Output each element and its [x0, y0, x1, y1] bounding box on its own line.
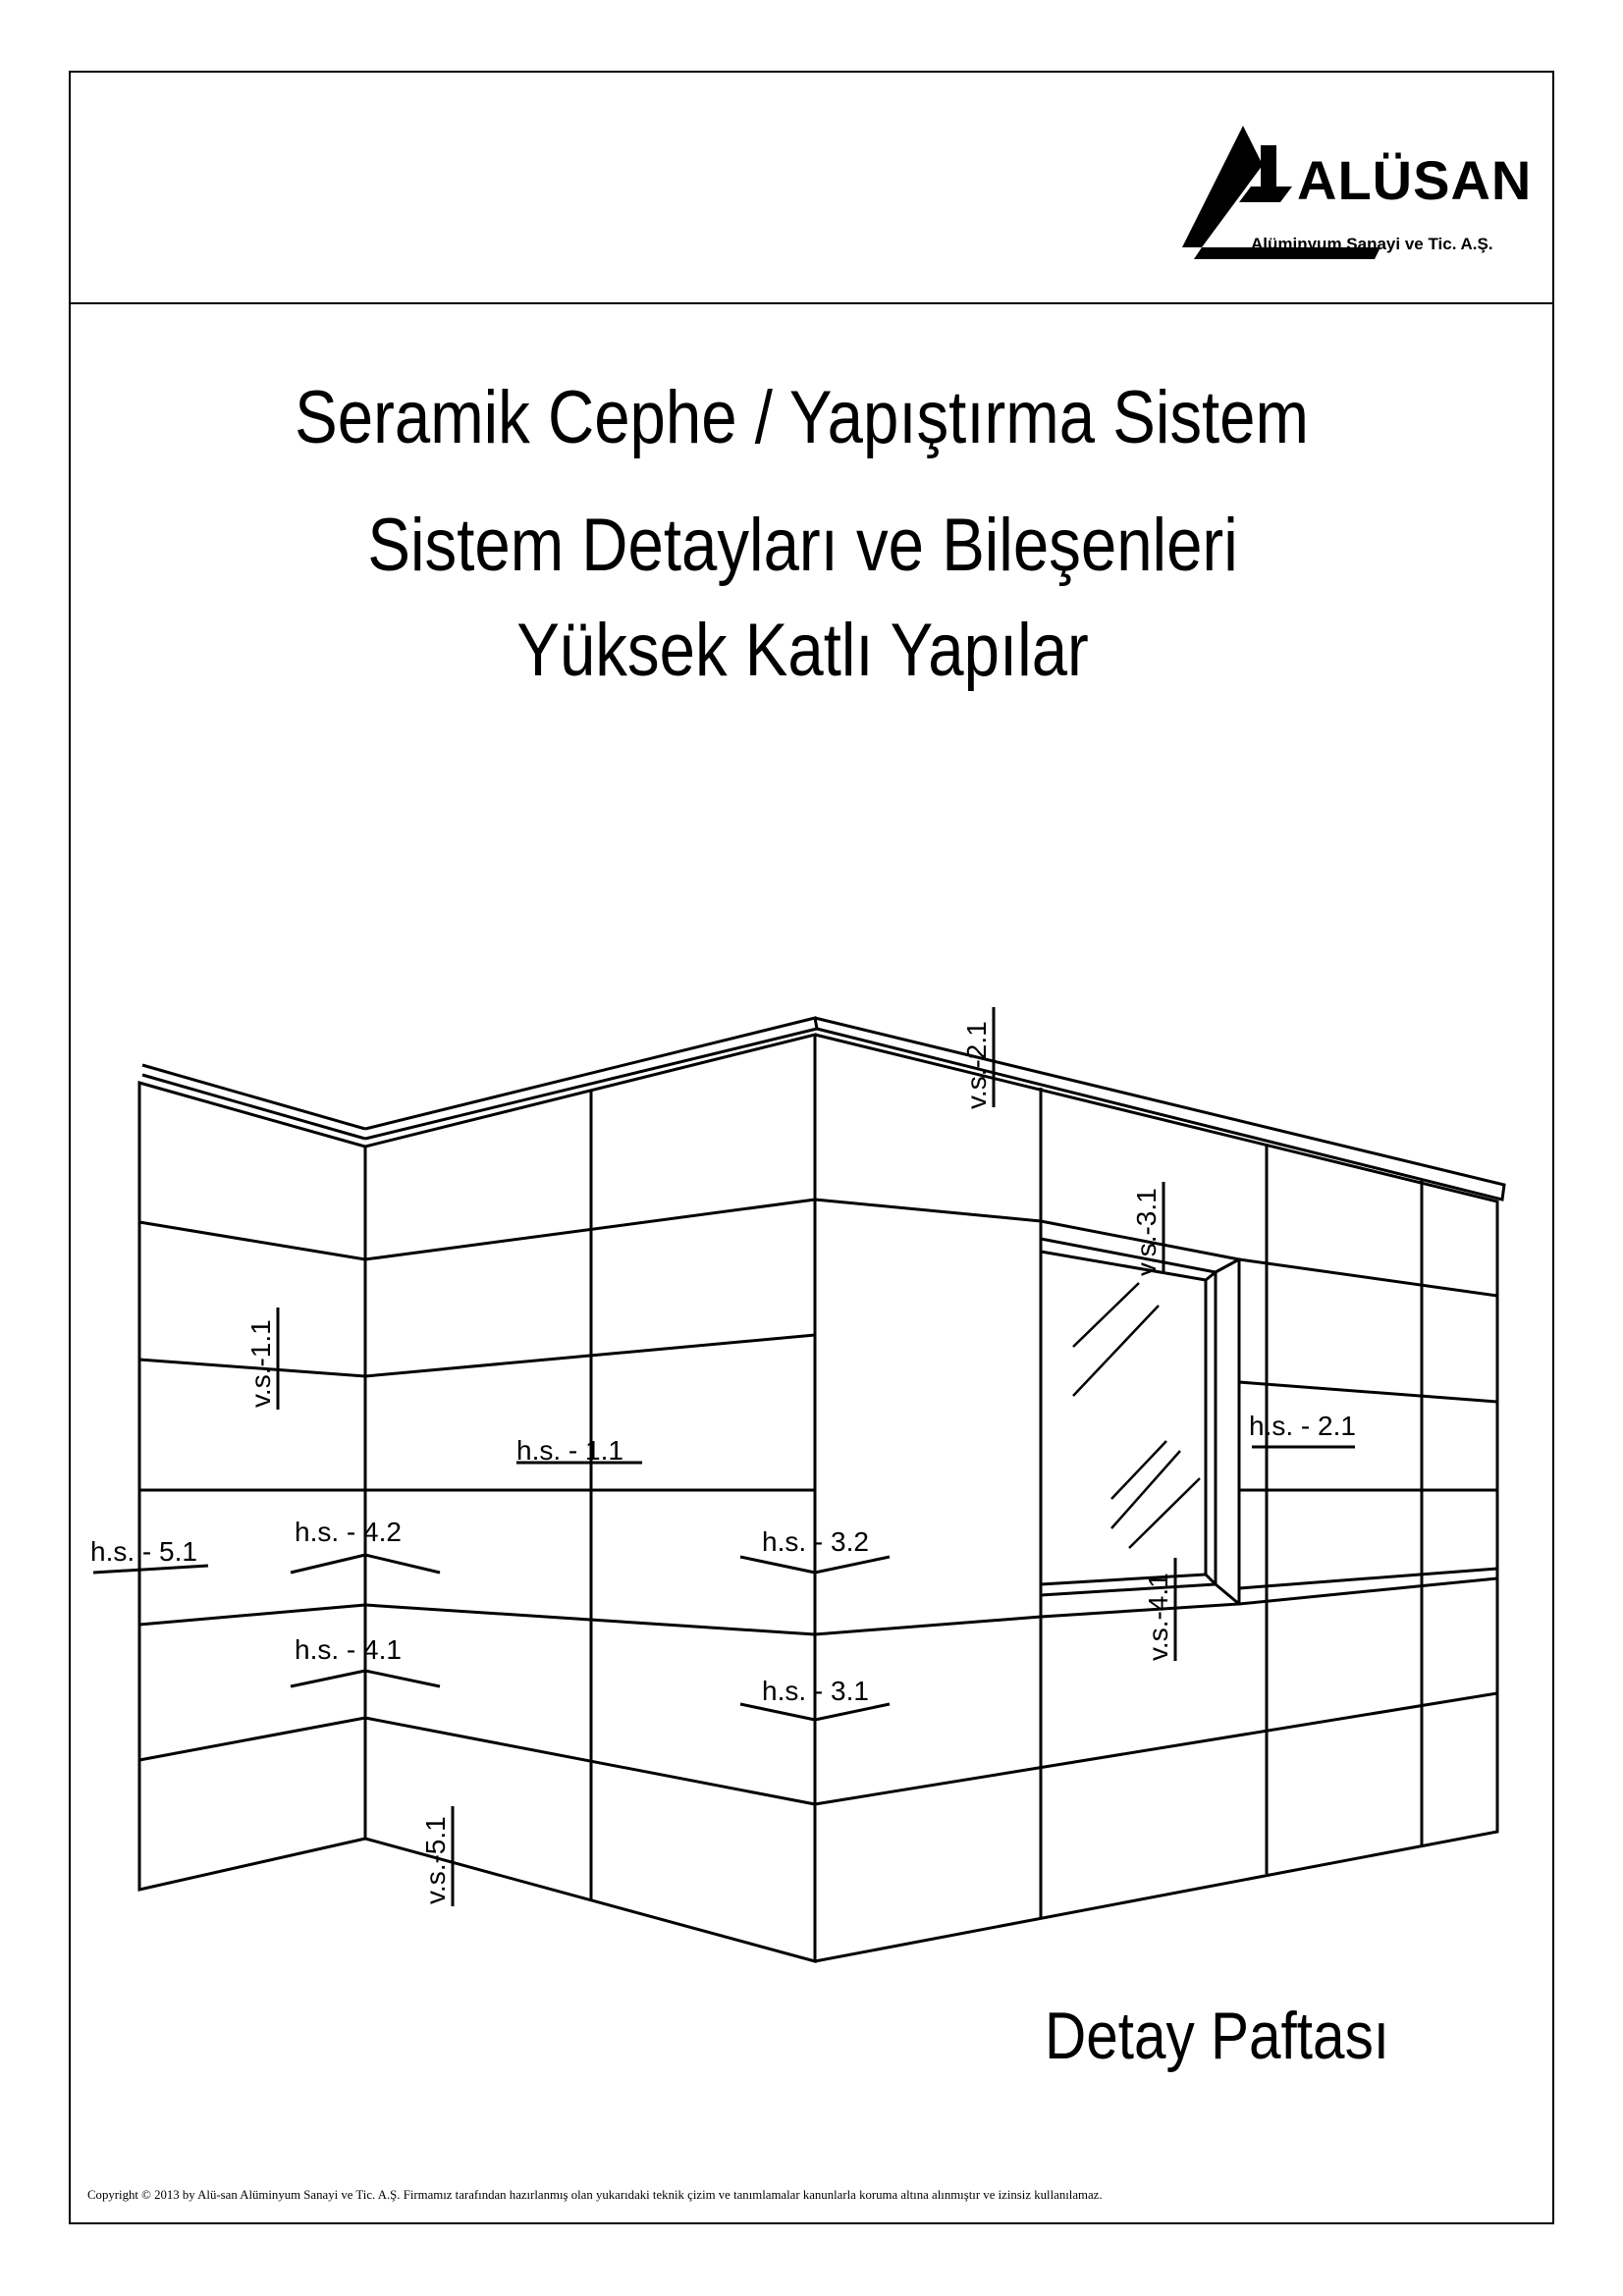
glass-reflection-lines	[1073, 1283, 1200, 1548]
window	[1041, 1221, 1239, 1617]
logo-name: ALÜSAN	[1297, 149, 1533, 211]
vs-5-1-label: v.s.-5.1	[420, 1816, 451, 1904]
vs-2-1-label: v.s.-2.1	[961, 1021, 992, 1109]
hs-3-2-label: h.s. - 3.2	[762, 1526, 869, 1557]
copyright-notice: Copyright © 2013 by Alü-san Alüminyum Sanayi ve Tic. A.Ş. Firmamız tarafından hazırlanmış olan yukarıdaki teknik çizim ve tanımlamalar kanunlarla koruma altına alınmıştır ve izinsiz kullanılamaz.	[87, 2187, 1103, 2202]
left-coping	[142, 1065, 365, 1139]
right-wall-joints	[815, 1200, 1497, 1804]
hs-2-1-label: h.s. - 2.1	[1249, 1411, 1356, 1441]
vs-3-1-label: v.s.-3.1	[1131, 1188, 1162, 1276]
sheet-label: Detay Paftası	[1045, 1999, 1390, 2073]
logo-subtitle: Alüminyum Sanayi ve Tic. A.Ş.	[1251, 235, 1493, 253]
hs-5-1-label: h.s. - 5.1	[90, 1536, 197, 1567]
title-line-1: Seramik Cephe / Yapıştırma Sistem	[295, 376, 1309, 459]
vs-4-1-label: v.s.-4.1	[1143, 1573, 1173, 1661]
vs-1-1-label: v.s.-1.1	[245, 1319, 276, 1408]
left-wall-outline	[139, 1083, 365, 1890]
title-line-2: Sistem Detayları ve Bileşenleri	[367, 504, 1238, 587]
hs-4-1-label: h.s. - 4.1	[295, 1634, 402, 1665]
hs-3-1-label: h.s. - 3.1	[762, 1676, 869, 1706]
left-wall-joints	[139, 1222, 365, 1760]
title-line-3: Yüksek Katlı Yapılar	[516, 609, 1089, 692]
right-coping	[815, 1018, 1504, 1200]
hs-1-1-label: h.s. - 1.1	[516, 1435, 623, 1466]
hs-4-2-label: h.s. - 4.2	[295, 1517, 402, 1547]
facade-panels	[139, 1018, 1504, 1961]
